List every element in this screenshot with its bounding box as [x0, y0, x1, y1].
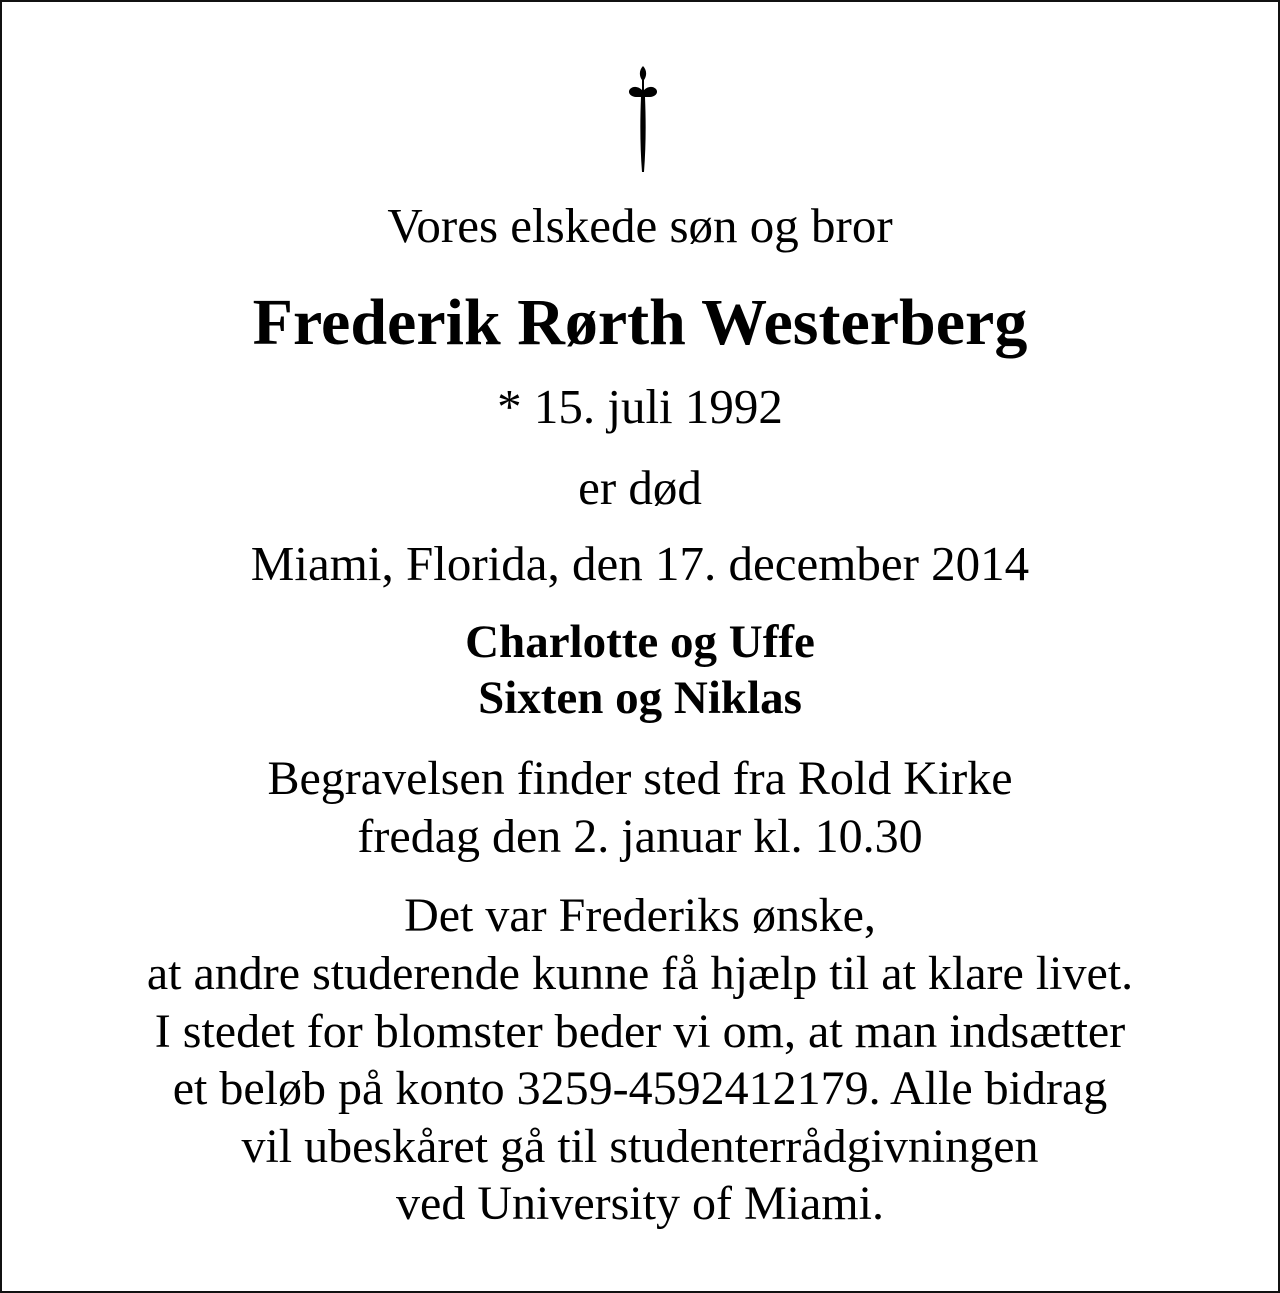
wish-text-line: at andre studerende kunne få hjælp til at klare livet.	[146, 947, 1134, 1000]
wish-text-line: ved University of Miami.	[396, 1177, 884, 1230]
wish-text-line: Det var Frederiks ønske,	[404, 889, 876, 942]
wish-text-line: vil ubeskåret gå til studenterrådgivningen	[241, 1120, 1039, 1173]
intro-line: Vores elskede søn og bror	[387, 198, 893, 253]
cross-icon	[615, 66, 671, 172]
wish-text-line: I stedet for blomster beder vi om, at man indsætter	[154, 1005, 1126, 1058]
funeral-info-line: fredag den 2. januar kl. 10.30	[357, 810, 923, 863]
deceased-name: Frederik Rørth Westerberg	[252, 286, 1028, 359]
family-line: Charlotte og Uffe	[465, 616, 815, 668]
family-line: Sixten og Niklas	[478, 672, 802, 724]
wish-text-line: et beløb på konto 3259-4592412179. Alle bidrag	[172, 1062, 1108, 1115]
death-place-date: Miami, Florida, den 17. december 2014	[250, 536, 1030, 591]
funeral-info-line: Begravelsen finder sted fra Rold Kirke	[267, 752, 1013, 805]
birth-date: * 15. juli 1992	[497, 379, 783, 434]
death-line: er død	[578, 460, 702, 515]
